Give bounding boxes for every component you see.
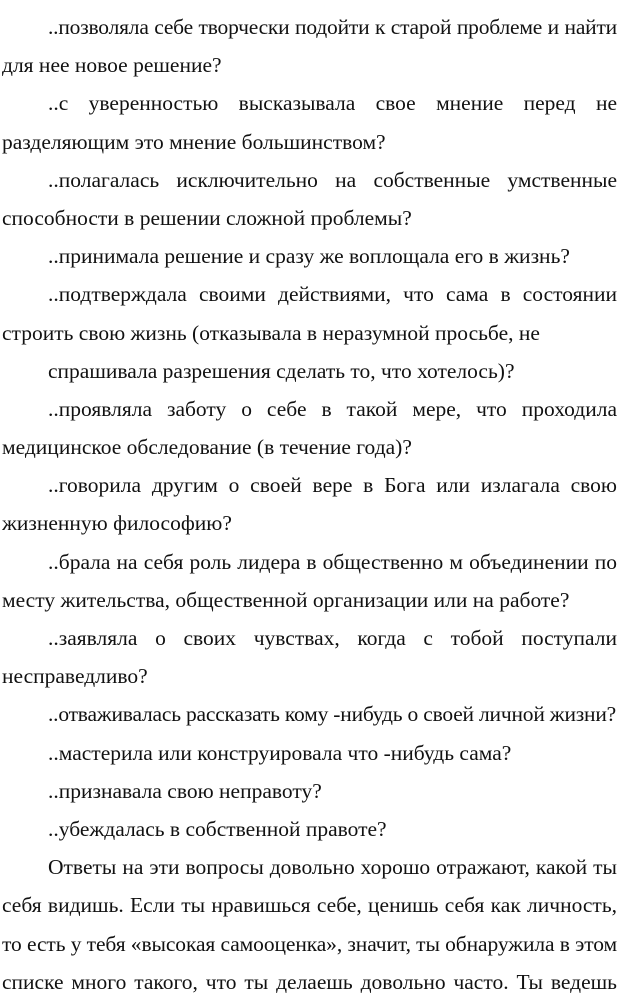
text-line: ..позволяла себе творчески подойти к старой проблеме и найти — [48, 15, 617, 39]
text-line: жизненную философию? — [2, 511, 232, 536]
text-line: для нее новое решение? — [2, 53, 222, 78]
text-line: ..брала на себя роль лидера в общественно м объединении по — [48, 549, 617, 574]
text-line: ..полагалась исключительно на собственные умственные — [48, 167, 617, 192]
text-line: Ответы на эти вопросы довольно хорошо отражают, какой ты — [48, 855, 617, 880]
text-line: медицинское обследование (в течение года)? — [2, 435, 412, 460]
text-line: несправедливо? — [2, 664, 148, 689]
text-line: строить свою жизнь (отказывала в неразумной просьбе, не — [2, 320, 540, 345]
text-line: способности в решении сложной проблемы? — [2, 205, 412, 230]
text-line: ..с уверенностью высказывала свое мнение перед не — [48, 91, 617, 116]
text-line: ..признавала свою неправоту? — [48, 778, 322, 803]
text-line: списке много такого, что ты делаешь довольно часто. Ты ведешь — [2, 969, 617, 994]
text-line: ..убеждалась в собственной правоте? — [48, 816, 387, 841]
text-line: ..мастерила или конструировала что -нибудь сама? — [48, 740, 512, 765]
text-line: ..говорила другим о своей вере в Бога или излагала свою — [48, 473, 617, 498]
text-line: месту жительства, общественной организации или на работе? — [2, 587, 570, 612]
text-line: спрашивала разрешения сделать то, что хотелось)? — [48, 358, 515, 383]
text-line: ..отваживалась рассказать кому -нибудь о своей личной жизни? — [48, 702, 617, 727]
text-line: себя видишь. Если ты нравишься себе, ценишь себя как личность, — [2, 893, 617, 918]
text-line: то есть у тебя «высокая самооценка», значит, ты обнаружила в этом — [2, 931, 617, 956]
text-line: ..заявляла о своих чувствах, когда с тобой поступали — [48, 626, 617, 650]
text-line: ..проявляла заботу о себе в такой мере, что проходила — [48, 396, 617, 421]
text-line: разделяющим это мнение большинством? — [2, 129, 386, 154]
body-text — [2, 8, 617, 1001]
text-line: ..принимала решение и сразу же воплощала его в жизнь? — [48, 244, 570, 269]
text-line: ..подтверждала своими действиями, что сама в состоянии — [48, 282, 617, 307]
